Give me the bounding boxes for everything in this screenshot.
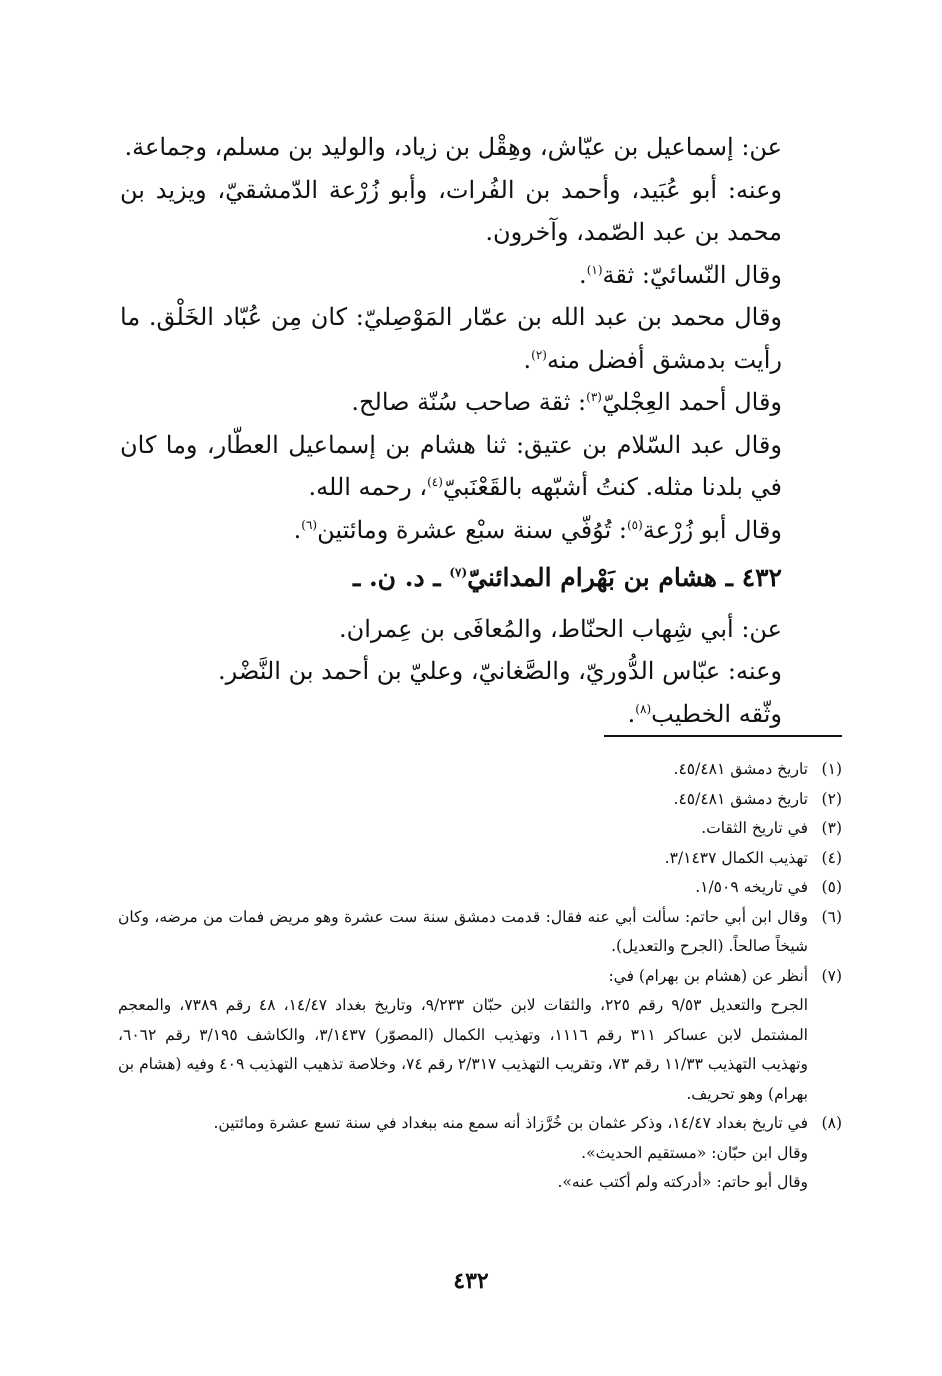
- text-line: [120, 254, 842, 297]
- footnote-item: [118, 873, 842, 903]
- footnote-line: وقال ابن حبّان: «مستقيم الحديث».: [581, 1143, 808, 1162]
- footnote-ref: (٣): [586, 390, 602, 404]
- text-line: [120, 296, 842, 381]
- footnote-item: [118, 1109, 842, 1198]
- footnote-ref: (٧): [449, 565, 468, 580]
- text-line: [120, 693, 842, 736]
- text-span: وقال أبو زُرْعة: [642, 515, 782, 544]
- text-span: وقال محمد بن عبد الله بن عمّار المَوْصِليّ: كان مِن عُبّاد الخَلْق. ما رأيت بدمشق أفضل منه: [120, 303, 782, 374]
- footnote-number: (٤): [821, 848, 842, 867]
- footnote-line: في تاريخ الثقات.: [701, 819, 808, 837]
- footnote-number: (٨): [821, 1114, 842, 1132]
- footnote-line: تهذيب الكمال ٣/١٤٣٧.: [664, 848, 808, 867]
- text-span: ، رحمه الله.: [308, 473, 428, 501]
- footnote-item: [118, 903, 842, 962]
- footnote-ref: (١): [586, 262, 603, 277]
- footnote-item: [118, 962, 842, 1110]
- text-line: عن: إسماعيل بن عيّاش، وهِقْل بن زياد، والوليد بن مسلم، وجماعة.: [124, 133, 782, 161]
- footnote-number: (٦): [821, 907, 842, 926]
- footnote-text: [118, 755, 808, 785]
- text-span: ـ د. ن. ـ: [352, 563, 450, 592]
- text-span: وقال أحمد العِجْليّ: [601, 388, 782, 416]
- footnote-ref: (٦): [301, 517, 318, 532]
- footnote-text: [118, 873, 808, 903]
- footnote-ref: (٤): [427, 475, 443, 489]
- footnote-number: (٧): [821, 966, 842, 985]
- text-line: [120, 381, 842, 424]
- text-span: وقال النّسائيّ: ثقة: [602, 260, 782, 289]
- footnote-ref: (٨): [635, 701, 652, 716]
- footnote-line: في تاريخ بغداد ١٤/٤٧، وذكر عثمان بن خُرَّزاذ أنه سمع منه ببغداد في سنة تسع عشرة ومائتين.: [213, 1114, 808, 1132]
- main-text: [120, 126, 842, 735]
- footnote-item: [118, 844, 842, 874]
- footnote-number: (٣): [821, 819, 842, 837]
- text-line: عن: أبي شِهاب الحنّاط، والمُعافَى بن عِمران.: [339, 614, 782, 643]
- text-span: .: [293, 515, 302, 544]
- text-line: [120, 509, 842, 552]
- footnote-line: أنظر عن (هشام بن بهرام) في:: [608, 966, 808, 985]
- footnote-line: الجرح والتعديل ٩/٥٣ رقم ٢٢٥، والثقات لابن حبّان ٩/٢٣٣، وتاريخ بغداد ١٤/٤٧، ٤٨ رقم ٧٣٨٩، والمعجم المشتمل لابن عساكر ٣١١ رقم ١١١٦، وتهذيب الكمال (المصوّر) ٣/١٤٣٧، والكاشف ٣/١٩٥ رقم ٦٠٦٢، وتهذيب التهذيب ١١/٣٣ رقم ٧٣، وتقريب التهذيب ٢/٣١٧ رقم ٧٤، وخلاصة تذهيب التهذيب ٤٠٩ وفيه (هشام بن بهرام) وهو تحريف.: [118, 996, 809, 1103]
- footnote-item: [118, 755, 842, 785]
- footnote-number: (٥): [821, 878, 842, 896]
- footnote-text: [118, 962, 808, 1110]
- text-span: وثّقه الخطيب: [651, 699, 782, 728]
- footnote-ref: (٢): [531, 347, 547, 362]
- text-line: وعنه: أبو عُبَيد، وأحمد بن الفُرات، وأبو زُرْعة الدّمشقيّ، ويزيد بن محمد بن عبد الصّمد، وآخرون.: [120, 175, 782, 246]
- footnote-item: [118, 814, 842, 844]
- text-span: ٤٣٢ ـ هشام بن بَهْرام المدائنيّ: [467, 563, 782, 592]
- text-span: .: [523, 345, 532, 374]
- footnote-text: [118, 785, 808, 815]
- entry-heading: [120, 557, 842, 600]
- footnote-ref: (٥): [626, 517, 643, 532]
- text-span: وقال عبد السّلام بن عتيق: ثنا هشام بن إسماعيل العطّار، وما كان في بلدنا مثله. كنتُ أشبّهه بالقَعْنَبيّ: [120, 430, 782, 501]
- footnote-item: [118, 785, 842, 815]
- footnote-line: وقال ابن أبي حاتم: سألت أبي عنه فقال: قدمت دمشق سنة ست عشرة وهو مريض فمات من مرضه، وكان شيخاً صالحاً. (الجرح والتعديل).: [118, 907, 808, 955]
- text-span: : ثقة صاحب سُنّة صالح.: [351, 388, 587, 416]
- footnote-line: تاريخ دمشق ٤٥/٤٨١.: [673, 760, 808, 778]
- footnote-line: وقال أبو حاتم: «أدركته ولم أكتب عنه».: [557, 1173, 808, 1191]
- page-number: ٤٣٢: [453, 1268, 489, 1294]
- footnote-text: [118, 844, 808, 874]
- footnote-text: [118, 1109, 808, 1198]
- footnote-number: (٢): [821, 789, 842, 808]
- footnote-text: [118, 814, 808, 844]
- footnote-line: تاريخ دمشق ٤٥/٤٨١.: [673, 789, 808, 808]
- footnote-number: (١): [821, 760, 842, 778]
- text-span: .: [579, 260, 587, 289]
- footnote-text: [118, 903, 808, 962]
- footnote-divider: [604, 735, 842, 737]
- text-line: [120, 424, 842, 509]
- text-line: وعنه: عبّاس الدُّوريّ، والصَّغانيّ، وعليّ بن أحمد بن النَّضْر.: [218, 657, 782, 685]
- footnote-line: في تاريخه ١/٥٠٩.: [695, 878, 808, 896]
- text-span: .: [627, 699, 636, 728]
- text-span: : تُوُفّي سنة سبْع عشرة ومائتين: [317, 515, 627, 544]
- footnotes: [118, 755, 842, 1198]
